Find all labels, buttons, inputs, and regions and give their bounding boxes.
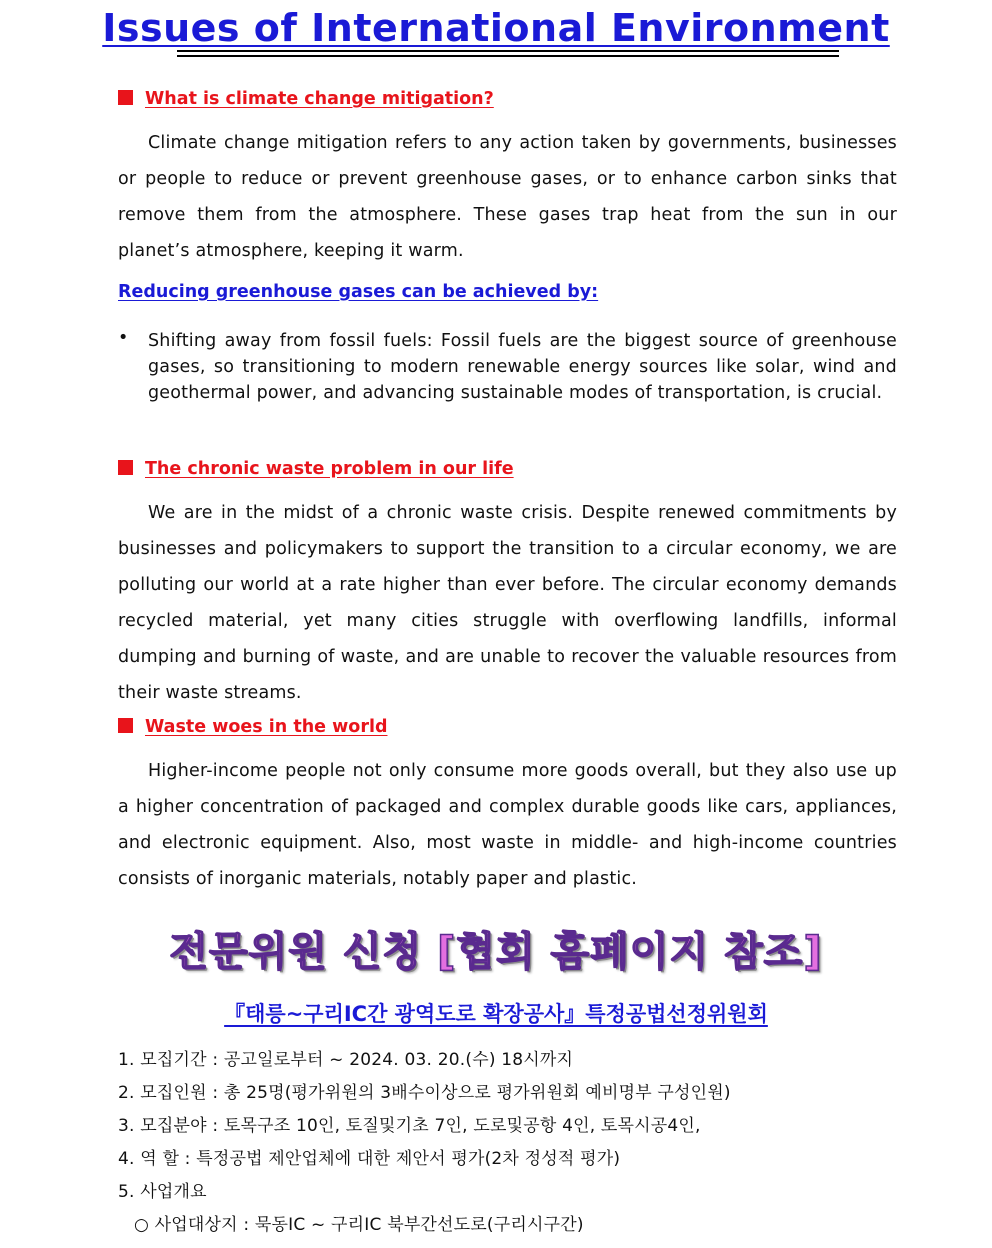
bullet-text: Shifting away from fossil fuels: Fossil fuels are the biggest source of greenhouse gases, so transitioning to modern renewable energy sources like solar, wind and geothermal power, and advancing sustainable modes of transportation, is crucial. bbox=[148, 331, 897, 403]
section-paragraph-waste-woes: Higher-income people not only consume more goods overall, but they also use up a higher concentration of packaged and complex durable goods like cars, appliances, and electronic equipment. Also, most waste in middle- and high-income countries consists of inorganic materials, notably paper and plastic. bbox=[118, 761, 897, 889]
document-title: Issues of International Environment bbox=[102, 6, 890, 50]
red-square-icon bbox=[118, 90, 133, 105]
banner-text: 전문위원 신청 [협회 홈페이지 참조] bbox=[169, 929, 823, 975]
bullet-icon: • bbox=[118, 328, 129, 348]
section-paragraph-waste-problem: We are in the midst of a chronic waste crisis. Despite renewed commitments by businesses and policymakers to support the transition to a circular economy, we are polluting our world at a rate higher than ever before. The circular economy demands recycled material, yet many cities struggle with overflowing landfills, informal dumping and burning of waste, and are unable to recover the valuable resources from their waste streams. bbox=[118, 503, 897, 703]
subheading-reducing: Reducing greenhouse gases can be achieved by: bbox=[118, 282, 599, 302]
notice-title: 『태릉~구리IC간 광역도로 확장공사』특정공법선정위원회 bbox=[224, 1002, 768, 1026]
title-rule bbox=[177, 55, 839, 57]
notice-item: 4. 역 할 : 특정공법 제안업체에 대한 제안서 평가(2차 정성적 평가) bbox=[118, 1149, 621, 1169]
section-heading-waste-woes: Waste woes in the world bbox=[118, 717, 387, 737]
notice-item: 5. 사업개요 bbox=[118, 1182, 207, 1202]
red-square-icon bbox=[118, 718, 133, 733]
title-rule bbox=[177, 50, 839, 52]
notice-item: 1. 모집기간 : 공고일로부터 ~ 2024. 03. 20.(수) 18시까지 bbox=[118, 1050, 574, 1070]
section-heading-waste-problem: The chronic waste problem in our life bbox=[118, 459, 514, 479]
section-paragraph-mitigation: Climate change mitigation refers to any action taken by governments, businesses or people to reduce or prevent greenhouse gases, or to enhance carbon sinks that remove them from the atmosphere. These gases trap heat from the sun in our planet’s atmosphere, keeping it warm. bbox=[118, 133, 897, 261]
notice-subitem: ○ 사업대상지 : 묵동IC ~ 구리IC 북부간선도로(구리시구간) bbox=[134, 1215, 584, 1235]
notice-item: 2. 모집인원 : 총 25명(평가위원의 3배수이상으로 평가위원회 예비명부 구성인원) bbox=[118, 1083, 731, 1103]
notice-item: 3. 모집분야 : 토목구조 10인, 토질및기초 7인, 도로및공항 4인, 토목시공4인, bbox=[118, 1116, 701, 1136]
section-heading-mitigation: What is climate change mitigation? bbox=[118, 89, 494, 109]
red-square-icon bbox=[118, 460, 133, 475]
